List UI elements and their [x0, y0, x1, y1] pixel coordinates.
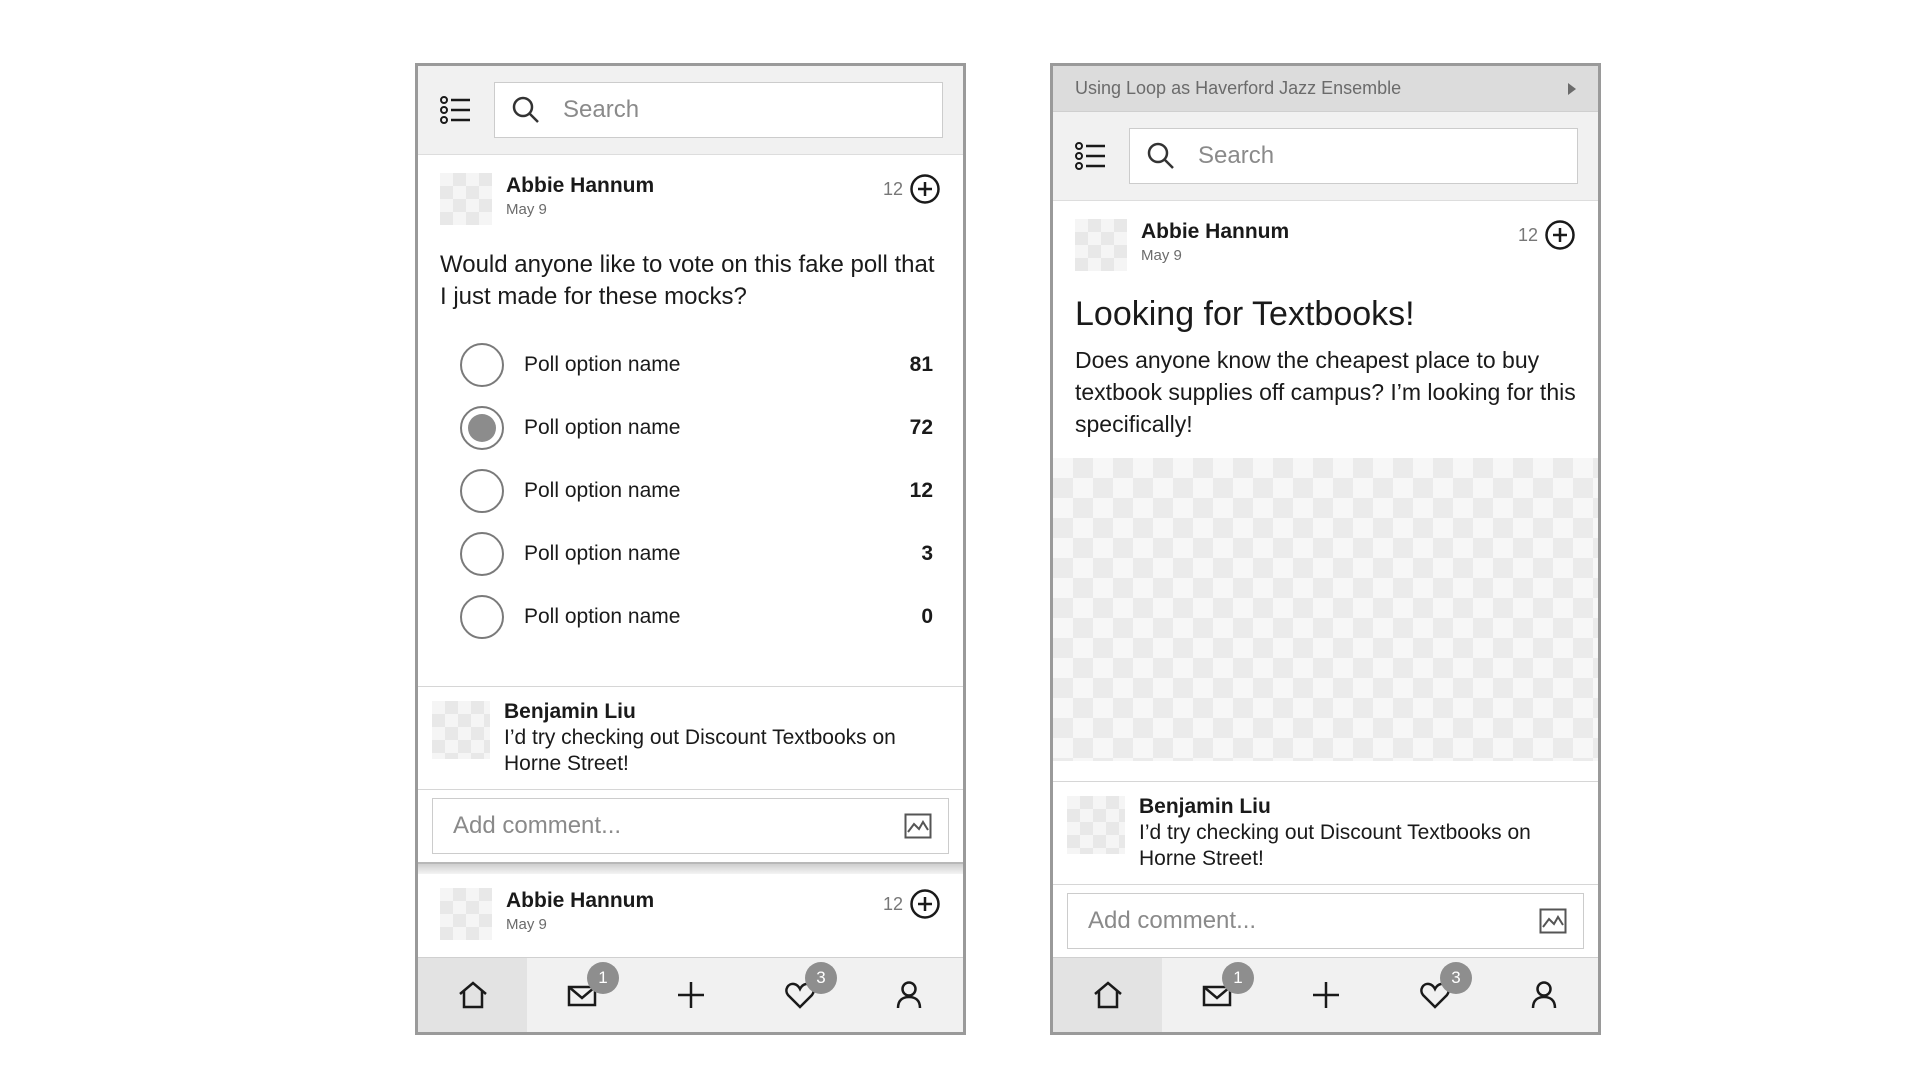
post-date: May 9	[1141, 247, 1182, 264]
poll-option-label: Poll option name	[524, 604, 681, 628]
comment-text: I’d try checking out Discount Textbooks on Horne Street!	[504, 726, 896, 775]
plus-icon	[675, 979, 707, 1011]
avatar[interactable]	[432, 701, 490, 759]
vote-count: 12	[882, 893, 903, 914]
post-header	[1053, 201, 1598, 273]
mail-badge: 1	[587, 962, 619, 994]
tab-favorites[interactable]	[1380, 958, 1489, 1032]
avatar[interactable]	[1075, 219, 1127, 271]
poll-option[interactable]	[460, 459, 933, 522]
post-header	[418, 874, 963, 946]
post-body: Does anyone know the cheapest place to buy textbook supplies off campus? I’m looking for this specifically!	[1075, 347, 1576, 437]
tab-messages[interactable]	[1162, 958, 1271, 1032]
home-icon	[1092, 979, 1124, 1011]
tab-favorites[interactable]	[745, 958, 854, 1032]
search-placeholder: Search	[563, 96, 640, 123]
account-context-bar[interactable]	[1053, 66, 1598, 112]
poll	[418, 313, 963, 648]
list-menu-icon[interactable]	[1075, 140, 1107, 172]
tab-new-post[interactable]	[1271, 958, 1380, 1032]
heart-badge: 3	[1440, 962, 1472, 994]
search-input[interactable]	[494, 82, 943, 138]
poll-option[interactable]	[460, 522, 933, 585]
post-author[interactable]: Abbie Hannum	[1141, 220, 1290, 243]
tab-messages[interactable]	[527, 958, 636, 1032]
add-comment-placeholder: Add comment...	[1088, 907, 1257, 934]
post-image[interactable]	[1053, 458, 1598, 761]
top-header	[418, 66, 963, 155]
upvote-plus-icon[interactable]	[1544, 219, 1576, 251]
search-icon	[511, 95, 541, 125]
poll-option[interactable]	[460, 396, 933, 459]
avatar[interactable]	[440, 888, 492, 940]
profile-icon	[1528, 979, 1560, 1011]
context-label: Using Loop as Haverford Jazz Ensemble	[1075, 78, 1402, 98]
heart-badge: 3	[805, 962, 837, 994]
comment-author[interactable]: Benjamin Liu	[1139, 795, 1271, 818]
search-input[interactable]	[1129, 128, 1578, 184]
post-title: Looking for Textbooks!	[1075, 295, 1415, 333]
tab-profile[interactable]	[854, 958, 963, 1032]
tab-profile[interactable]	[1489, 958, 1598, 1032]
poll-option-count: 12	[909, 478, 933, 502]
vote-count: 12	[1517, 224, 1538, 245]
poll-option-count: 81	[909, 352, 933, 376]
vote-counter	[883, 173, 941, 205]
add-comment-input[interactable]	[1067, 893, 1584, 949]
poll-radio-selected[interactable]	[460, 406, 504, 450]
poll-option-label: Poll option name	[524, 415, 681, 439]
add-comment-area	[418, 789, 963, 862]
avatar[interactable]	[1067, 796, 1125, 854]
phone-screen-post	[1050, 63, 1601, 1035]
post-author[interactable]: Abbie Hannum	[506, 174, 655, 197]
search-placeholder: Search	[1198, 142, 1275, 169]
add-comment-placeholder: Add comment...	[453, 812, 622, 839]
mail-badge: 1	[1222, 962, 1254, 994]
poll-option[interactable]	[460, 585, 933, 648]
poll-option[interactable]	[460, 333, 933, 396]
add-comment-input[interactable]	[432, 798, 949, 854]
comment-text: I’d try checking out Discount Textbooks on Horne Street!	[1139, 821, 1531, 870]
post-date: May 9	[506, 201, 547, 218]
post-divider	[418, 862, 963, 874]
image-attach-icon[interactable]	[904, 813, 932, 839]
post-author[interactable]: Abbie Hannum	[506, 889, 655, 912]
poll-radio[interactable]	[460, 532, 504, 576]
tab-new-post[interactable]	[636, 958, 745, 1032]
poll-option-count: 72	[909, 415, 933, 439]
add-comment-area	[1053, 884, 1598, 957]
bottom-tab-bar	[418, 957, 963, 1032]
poll-option-label: Poll option name	[524, 541, 681, 565]
poll-radio[interactable]	[460, 343, 504, 387]
vote-count: 12	[882, 178, 903, 199]
poll-radio[interactable]	[460, 469, 504, 513]
image-attach-icon[interactable]	[1539, 908, 1567, 934]
poll-option-count: 3	[921, 541, 933, 565]
tab-home[interactable]	[418, 958, 527, 1032]
post-question: Would anyone like to vote on this fake poll that I just made for these mocks?	[440, 251, 935, 310]
poll-radio[interactable]	[460, 595, 504, 639]
list-menu-icon[interactable]	[440, 94, 472, 126]
phone-screen-poll	[415, 63, 966, 1035]
vote-counter	[883, 888, 941, 920]
upvote-plus-icon[interactable]	[909, 888, 941, 920]
plus-icon	[1310, 979, 1342, 1011]
profile-icon	[893, 979, 925, 1011]
bottom-tab-bar	[1053, 957, 1598, 1032]
poll-option-label: Poll option name	[524, 478, 681, 502]
search-icon	[1146, 141, 1176, 171]
tab-home[interactable]	[1053, 958, 1162, 1032]
post-header	[418, 155, 963, 227]
upvote-plus-icon[interactable]	[909, 173, 941, 205]
caret-right-icon	[1568, 83, 1576, 95]
vote-counter	[1518, 219, 1576, 251]
avatar[interactable]	[440, 173, 492, 225]
comment	[1053, 781, 1598, 884]
post-date: May 9	[506, 916, 547, 933]
comment-author[interactable]: Benjamin Liu	[504, 700, 636, 723]
comment	[418, 686, 963, 789]
home-icon	[457, 979, 489, 1011]
poll-option-count: 0	[921, 604, 933, 628]
top-header	[1053, 112, 1598, 201]
poll-option-label: Poll option name	[524, 352, 681, 376]
